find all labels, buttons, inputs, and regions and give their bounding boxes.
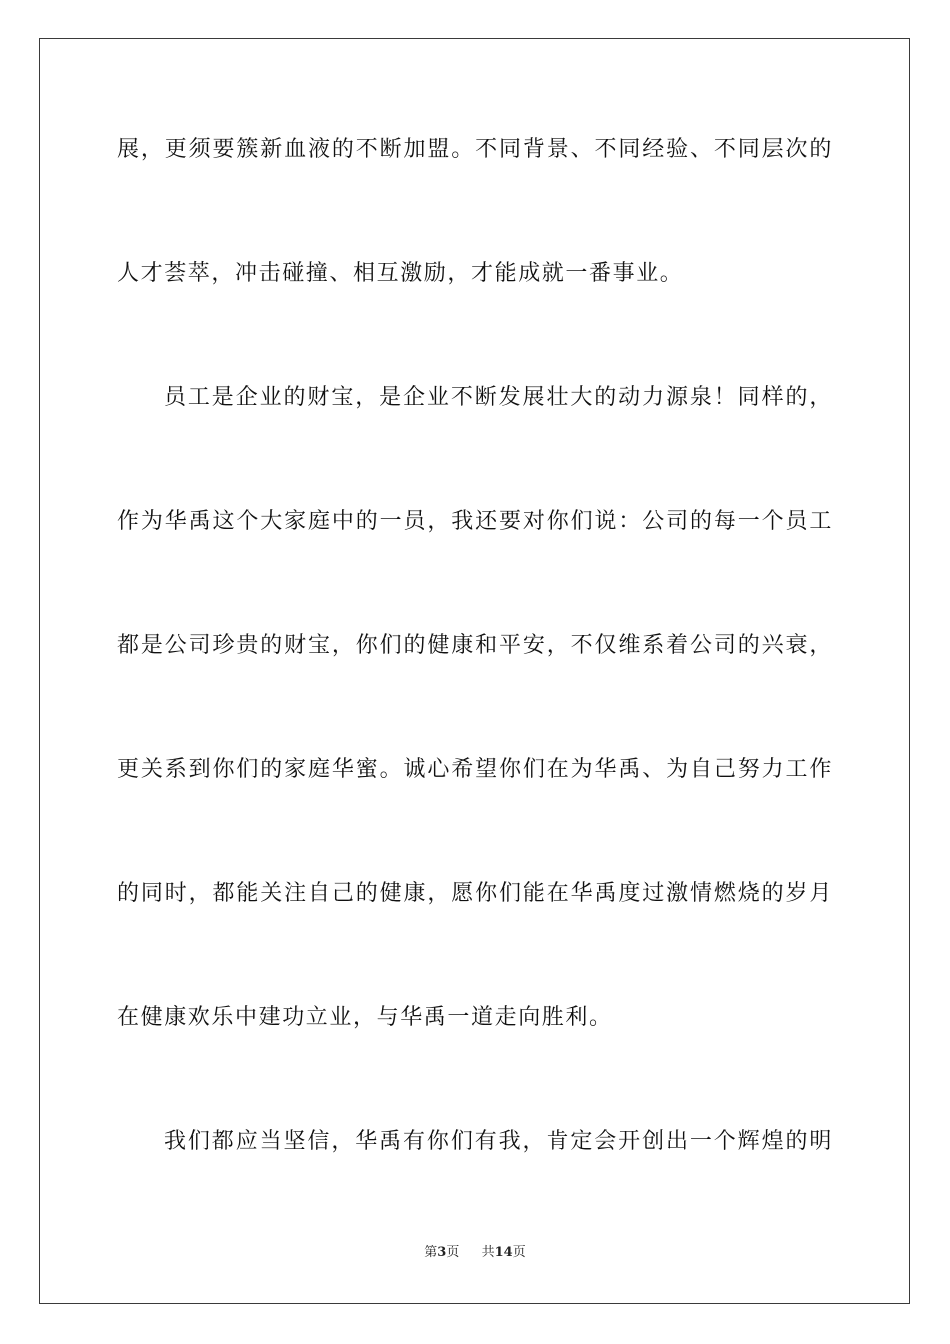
paragraph-start-line-9: 我们都应当坚信，华禹有你们有我，肯定会开创出一个辉煌的明 xyxy=(164,1129,833,1154)
text-line-1: 展，更须要簇新血液的不断加盟。不同背景、不同经验、不同层次的 xyxy=(117,137,833,162)
text-line-2: 人才荟萃，冲击碰撞、相互激励，才能成就一番事业。 xyxy=(117,261,684,286)
page-suffix: 页 xyxy=(446,1245,460,1260)
text-line-8: 在健康欢乐中建功立业，与华禹一道走向胜利。 xyxy=(117,1005,613,1030)
text-line-5: 都是公司珍贵的财宝，你们的健康和平安，不仅维系着公司的兴衰， xyxy=(117,633,833,658)
text-line-4: 作为华禹这个大家庭中的一员，我还要对你们说：公司的每一个员工 xyxy=(117,509,833,534)
paragraph-start-line-3: 员工是企业的财宝，是企业不断发展壮大的动力源泉！同样的， xyxy=(164,385,833,410)
text-line-6: 更关系到你们的家庭华蜜。诚心希望你们在为华禹、为自己努力工作 xyxy=(117,757,833,782)
page-prefix: 第 xyxy=(424,1245,438,1260)
page-number: 3 xyxy=(437,1245,447,1260)
total-prefix: 共 xyxy=(481,1245,495,1260)
text-line-7: 的同时，都能关注自己的健康，愿你们能在华禹度过激情燃烧的岁月 xyxy=(117,881,833,906)
page-border xyxy=(39,38,910,1304)
total-pages: 14 xyxy=(494,1245,513,1260)
total-suffix: 页 xyxy=(512,1245,526,1260)
page-footer xyxy=(0,1244,950,1262)
